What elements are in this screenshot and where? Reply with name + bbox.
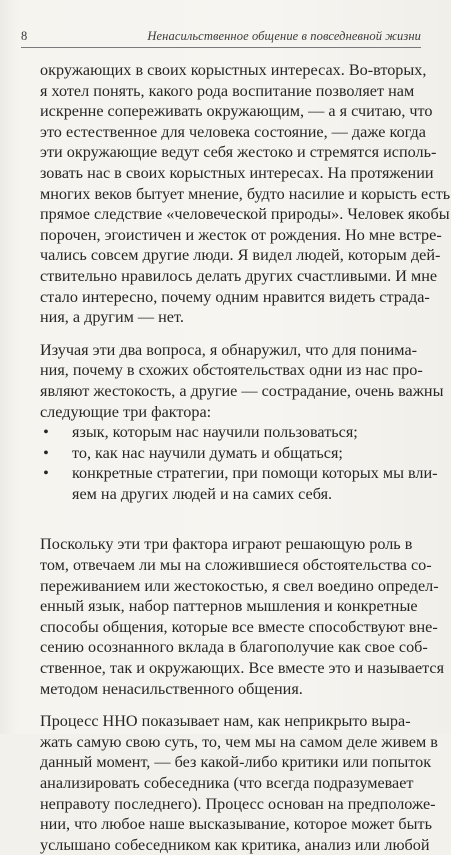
text-line: яем на других людей и на самих себя.: [72, 484, 333, 503]
text-line: ственное, так и окружающих. Все вместе это и называется: [40, 659, 445, 678]
text-line: Процесс ННО показывает нам, как неприкрыто выра-: [40, 712, 411, 731]
text-line: методом ненасильственного общения.: [40, 679, 303, 698]
text-line: ния, а другим — нет.: [40, 308, 184, 327]
text-line: чались совсем другие люди. Я видел людей, которым дей-: [40, 246, 441, 265]
list-item: [40, 463, 438, 504]
text-line: сению осознанного вклада в благополучие как свое соб-: [40, 638, 428, 657]
text-line: услышано собеседником как критика, анализ или любой: [40, 835, 430, 854]
text-line: окружающих в своих корыстных интересах. Во-вторых,: [40, 61, 427, 79]
text-line: данный момент, — без какой-либо критики или попыток: [40, 753, 432, 772]
text-line: Поскольку эти три фактора играют решающую роль в: [40, 535, 413, 554]
page-header: [21, 29, 421, 47]
body-text: [40, 60, 451, 855]
paragraph-4: [40, 711, 438, 855]
section-gap: [40, 504, 412, 534]
text-line: ствительно нравилось делать других счастливыми. И мне: [40, 266, 438, 285]
text-line: искренне сопереживать окружающим, — а я считаю, что: [40, 102, 433, 121]
list-item: [40, 443, 412, 464]
text-line: неправоту последнего). Процесс основан на предположе-: [40, 794, 436, 813]
paragraph-2: [40, 340, 444, 422]
text-line: эти окружающие ведут себя жестоко и стремятся исполь-: [40, 143, 437, 162]
text-line: порочен, эгоистичен и жесток от рождения. Но мне встре-: [40, 225, 442, 244]
list-item: [40, 422, 412, 443]
paragraph-gap: [40, 328, 412, 340]
text-line: многих веков бытует мнение, будто насилие и корысть есть: [40, 184, 451, 203]
text-line: жать самую свою суть, то, чем мы на самом деле живем в: [40, 732, 438, 751]
text-line: нии, что любое наше высказывание, которое может быть: [40, 815, 432, 834]
text-line: то, как нас научили думать и общаться;: [72, 443, 343, 462]
text-line: стало интересно, почему одним нравится видеть страда-: [40, 287, 430, 306]
text-line: способы общения, которые все вместе способствуют вне-: [40, 617, 438, 636]
bullet-icon: •: [43, 464, 49, 483]
paragraph-3: [40, 534, 445, 699]
paragraph-gap: [40, 699, 412, 711]
text-line: зовать нас в своих корыстных интересах. На протяжении: [40, 163, 434, 182]
bullet-icon: •: [43, 443, 49, 462]
text-line: прямое следствие «человеческой природы». Человек якобы: [40, 205, 450, 224]
factor-list: [40, 422, 438, 504]
paragraph-1: [40, 60, 451, 328]
text-line: енный язык, набор паттернов мышления и конкретные: [40, 597, 418, 616]
running-title: Ненасильственное общение в повседневной жизни: [147, 29, 421, 43]
text-line: конкретные стратегии, при помощи которых мы вли-: [72, 464, 438, 483]
text-line: Изучая эти два вопроса, я обнаружил, что для понима-: [40, 340, 418, 359]
text-line: анализировать собеседника (что всегда подразумевает: [40, 774, 414, 792]
text-line: следующие три фактора:: [40, 402, 212, 421]
header-rule: [21, 47, 421, 48]
text-line: я хотел понять, какого рода воспитание позволяет нам: [40, 81, 415, 100]
bullet-icon: •: [43, 423, 49, 442]
text-line: ния, почему в схожих обстоятельствах одни из нас про-: [40, 361, 423, 380]
text-line: переживанием или жестокостью, я свел воедино определ-: [40, 576, 439, 595]
text-line: язык, которым нас научили пользоваться;: [72, 423, 358, 442]
text-line: это естественное для человека состояние, — даже когда: [40, 122, 426, 141]
page-number: 8: [21, 29, 28, 43]
text-line: том, отвечаем ли мы на сложившиеся обстоятельства со-: [40, 556, 432, 575]
text-line: являют жестокость, а другие — сострадание, очень важны: [40, 381, 444, 400]
